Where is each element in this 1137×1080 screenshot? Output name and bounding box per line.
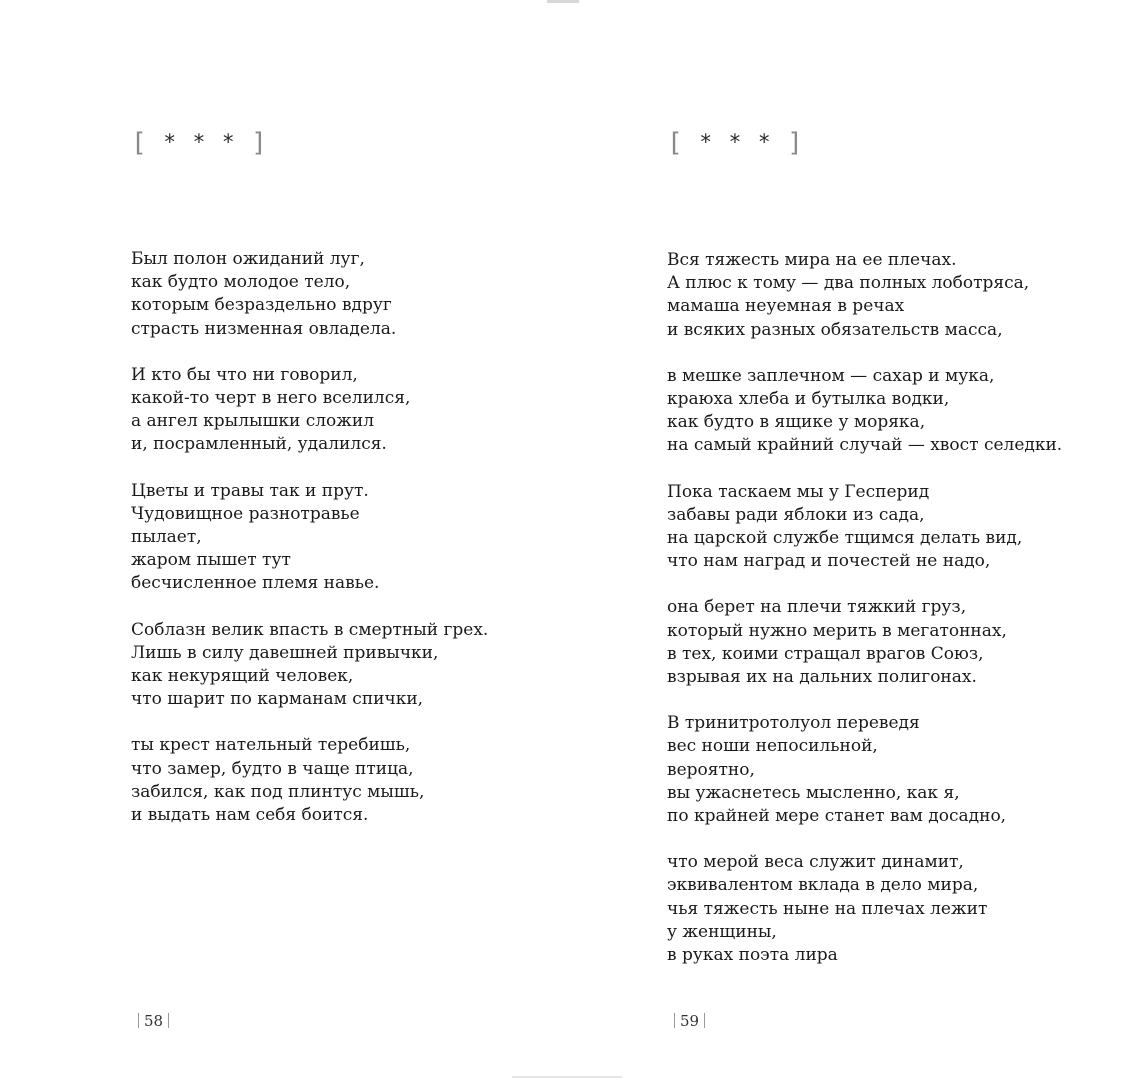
poem-line: бесчисленное племя навье. [131,573,380,594]
poem-line: что нам наград и почестей не надо, [667,551,991,572]
poem-line: и выдать нам себя боится. [131,805,369,826]
folio-rule-icon [674,1013,675,1028]
poem-line: в тех, коими стращал врагов Союз, [667,643,984,664]
poem-line: А плюс к тому — два полных лоботряса, [667,273,1030,294]
left-page [131,0,551,1080]
stanza [131,619,488,712]
poem-line: которым безраздельно вдруг [131,295,392,316]
stanza [667,481,1062,574]
right-poem [667,249,1062,990]
folio-rule-icon [138,1013,139,1028]
stanza [667,596,1062,689]
right-page [667,0,1127,1080]
poem-line: чья тяжесть ныне на плечах лежит [667,898,988,919]
stanza [131,248,488,341]
poem-line: и, посрамленный, удалился. [131,434,387,455]
poem-line: который нужно мерить в мегатоннах, [667,620,1007,641]
poem-line: у женщины, [667,921,777,942]
poem-line: что мерой веса служит динамит, [667,852,964,873]
poem-line: Цветы и травы так и прут. [131,480,369,501]
poem-line: что шарит по карманам спички, [131,689,424,710]
poem-line: Соблазн велик впасть в смертный грех. [131,619,489,640]
right-page-number [669,1012,710,1030]
stanza [667,365,1062,458]
poem-line: как некурящий человек, [131,666,354,687]
poem-line: в мешке заплечном — сахар и мука, [667,365,995,386]
bracket-close-icon: ] [787,128,805,158]
poem-line: Пока таскаем мы у Гесперид [667,481,930,502]
stanza [667,851,1062,967]
poem-line: краюха хлеба и бутылка водки, [667,389,950,410]
poem-line: пылает, [131,527,202,548]
left-page-number [133,1012,174,1030]
poem-line: Был полон ожиданий луг, [131,249,365,269]
poem-line: вы ужаснетесь мысленно, как я, [667,782,960,803]
poem-line: забавы ради яблоки из сада, [667,504,925,525]
poem-line: забился, как под плинтус мышь, [131,781,425,802]
folio-rule-icon [168,1013,169,1028]
right-poem-heading [667,126,805,156]
asterism: * * * [699,130,773,154]
page-number-text: 59 [680,1012,700,1030]
poem-line: жаром пышет тут [131,550,291,571]
poem-line: что замер, будто в чаще птица, [131,758,414,779]
poem-line: мамаша неуемная в речах [667,296,905,317]
poem-line: страсть низменная овладела. [131,318,397,339]
bracket-close-icon: ] [251,128,269,158]
asterism: * * * [163,130,237,154]
stanza [667,712,1062,828]
poem-line: взрывая их на дальних полигонах. [667,667,977,688]
poem-line: ты крест нательный теребишь, [131,735,411,756]
poem-line: а ангел крылышки сложил [131,411,375,432]
bracket-open-icon: [ [667,128,685,158]
left-poem [131,248,488,850]
poem-line: как будто молодое тело, [131,272,351,293]
stanza [667,249,1062,342]
poem-line: вес ноши непосильной, [667,736,878,757]
poem-line: И кто бы что ни говорил, [131,364,358,385]
poem-line: по крайней мере станет вам досадно, [667,806,1007,827]
top-binding-mark [547,0,579,3]
poem-line: на самый крайний случай — хвост селедки. [667,435,1063,456]
poem-line: она берет на плечи тяжкий груз, [667,597,967,618]
poem-line: в руках поэта лира [667,945,838,966]
poem-line: эквивалентом вклада в дело мира, [667,875,979,896]
poem-line: какой-то черт в него вселился, [131,388,411,409]
poem-line: и всяких разных обязательств масса, [667,319,1003,340]
poem-line: Лишь в силу давешней привычки, [131,642,439,663]
poem-line: В тринитротолуол переведя [667,713,920,734]
stanza [131,734,488,827]
page-number-text: 58 [144,1012,164,1030]
poem-line: на царской службе тщимся делать вид, [667,528,1023,549]
poem-line: вероятно, [667,759,755,780]
stanza [131,480,488,596]
folio-rule-icon [704,1013,705,1028]
stanza [131,364,488,457]
bracket-open-icon: [ [131,128,149,158]
poem-line: как будто в ящике у моряка, [667,412,926,433]
left-poem-heading [131,126,269,156]
poem-line: Чудовищное разнотравье [131,503,360,524]
poem-line: Вся тяжесть мира на ее плечах. [667,250,957,270]
